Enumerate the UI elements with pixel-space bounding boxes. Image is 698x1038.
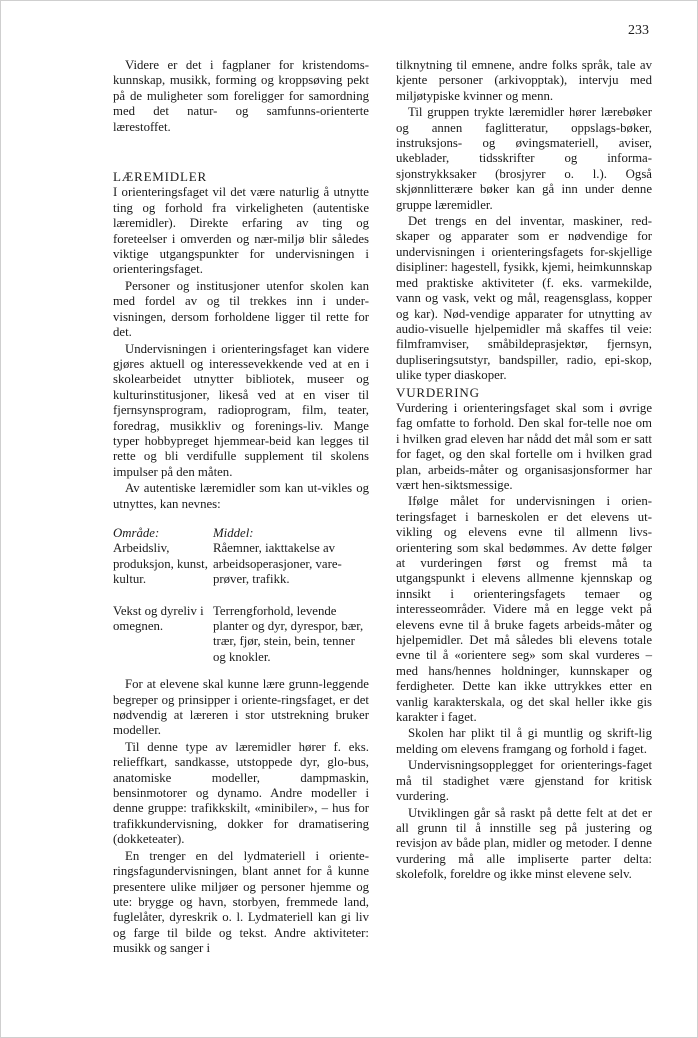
- paragraph: Personer og institusjoner utenfor skolen kan med fordel av og til trekkes inn i under-visningen, dersom forholdene ligger til rette for det.: [113, 278, 369, 340]
- section-heading-vurdering: VURDERING: [396, 384, 480, 400]
- paragraph: En trenger en del lydmateriell i oriente-ringsfagundervisningen, blant annet for å kunne presentere ulike miljøer og personer hjemme og ute: brygge og havn, storbyen, fremmede land, fuglelåter, dyreskrik o. l. Lydmateriell kan gi liv og farge til bilde og tekst. Andre aktiviteter: musikk og sanger i: [113, 848, 369, 956]
- paragraph: For at elevene skal kunne lære grunn-leggende begreper og prinsipper i oriente-ringsfaget, er det nødvendig at læreren i stor utstrekning bruker modeller.: [113, 677, 369, 738]
- intro-paragraph: Videre er det i fagplaner for kristendoms-kunnskap, musikk, forming og kroppsøving pekt på de muligheter som foreligger for samordning med det natur- og samfunns-orienterte lærestoffet.: [113, 58, 369, 134]
- table-cell-medium: Råemner, iakttakelse av arbeidsoperasjoner, vare-prøver, trafikk.: [213, 541, 342, 587]
- paragraph: Vurdering i orienteringsfaget skal som i øvrige fag omfatte to forhold. Den skal for-telle noe om i hvilken grad eleven har nådd det mål som er satt for faget, og den skal fortelle om i hvilken grad plan, arbeids-måter og organisasjonsformer har vært hen-siktsmessige.: [396, 400, 652, 492]
- paragraph: I orienteringsfaget vil det være naturlig å utnytte ting og forhold fra virkeligheten (autentiske læremidler). Direkte erfaring av ting og foreteelser i omverden og nær-miljø blir således viktige utgangspunkter for undervisningen i orienteringsfaget.: [113, 185, 369, 277]
- left-column: [113, 58, 369, 958]
- learning-materials-table: [113, 526, 369, 665]
- table-header-medium: Middel:: [213, 525, 254, 540]
- paragraph: Undervisningen i orienteringsfaget kan videre gjøres aktuell og interessevekkende ved at en i skolearbeidet utnytter bibliotek, museer og kulturinstitusjoner, likeså ved at en viser til fjernsynsprogram, radioprogram, film, teater, foredrag, musikkliv og forenings-liv. Mange typer hobbypreget hjemmear-beid kan legges til rette og bli verdifulle supplement til skolens impulser på den måten.: [113, 341, 369, 479]
- paragraph: tilknytning til emnene, andre folks språk, tale av kjente personer (arkivopptak), intervju med miljøtypiske kvinner og menn.: [396, 58, 652, 103]
- paragraph: Av autentiske læremidler som kan ut-vikles og utnyttes, kan nevnes:: [113, 481, 369, 511]
- paragraph: Undervisningsopplegget for orienterings-faget må til stadighet være gjenstand for kritisk vurdering.: [396, 758, 652, 804]
- paragraph: Skolen har plikt til å gi muntlig og skrift-lig melding om elevens framgang og forhold i faget.: [396, 726, 652, 756]
- table-cell-medium: Terrengforhold, levende planter og dyr, dyrespor, bær, trær, fjør, stein, bein, tenner og knokler.: [213, 603, 364, 664]
- table-cell-area: Arbeidsliv, produksjon, kunst, kultur.: [113, 541, 208, 587]
- paragraph: Til gruppen trykte læremidler hører lærebøker og annen faglitteratur, oppslags-bøker, instruksjons- og øvingsmateriell, aviser, ukeblader, tidsskrifter og informa-sjonstrykksaker (brosjyrer o. l.). Også skjønnlitterære bøker kan gå inn under denne gruppe læremidler.: [396, 105, 652, 212]
- section-heading-laeremidler: LÆREMIDLER: [113, 169, 207, 185]
- table-header-area: Område:: [113, 525, 160, 540]
- paragraph: Til denne type av læremidler hører f. eks. relieffkart, sandkasse, utstoppede dyr, glo-bus, anatomiske modeller, dampmaskin, bensinmotorer og dynamo. Andre modeller i denne gruppe: trafikkskilt, «minibiler», – hus for trafikkundervisning, dokker for dramatisering (dokketeater).: [113, 739, 369, 847]
- paragraph: Det trengs en del inventar, maskiner, red-skaper og apparater som er nødvendige for undervisningen i orienteringsfagets for-skjellige disipliner: hagestell, fysikk, kjemi, heimkunnskap med praktiske aktiviteter (f. eks. varmekilde, vann og vask, vekt og mål, reagensglass, kopper og kar). Nød-vendige apparater for utnytting av audio-visuelle hjelpemidler må skaffes til veie: filmframviser, småbildeprasjektør, fjernsyn, dupliseringsutstyr, bandspiller, radio, epi-skop, ulike typer diaskoper.: [396, 214, 652, 383]
- paragraph: Utviklingen går så raskt på dette felt at det er all grunn til å innstille seg på justering og revisjon av både plan, midler og metoder. I denne vurdering må alle impliserte parter delta: skolefolk, foreldre og ikke minst elevene selv.: [396, 805, 652, 882]
- page-number: 233: [628, 23, 649, 38]
- table-cell-area: Vekst og dyreliv i omegnen.: [113, 603, 204, 633]
- paragraph: Ifølge målet for undervisningen i orien-teringsfaget i barneskolen er det elevens ut-vikling og elevens evne til allmenn livs-orientering som skal bedømmes. Av dette følger at vurderingen først og fremst må ta utgangspunkt i elevens allmenne kjennskap og innsikt i orienteringsfagets temaer og interesseområder. Videre må en legge vekt på elevens evne til å bruke fagets arbeids-måter og hjelpemidler. Det må således bli elevens totale evne til å «orientere seg» som skal vurderes – med hans/hennes holdninger, kunnskaper og ferdigheter. Dette kan ikke uttrykkes etter en vanlig karakterskala, og det skal heller ikke gis karakter i faget.: [396, 494, 652, 725]
- right-column: [396, 58, 652, 884]
